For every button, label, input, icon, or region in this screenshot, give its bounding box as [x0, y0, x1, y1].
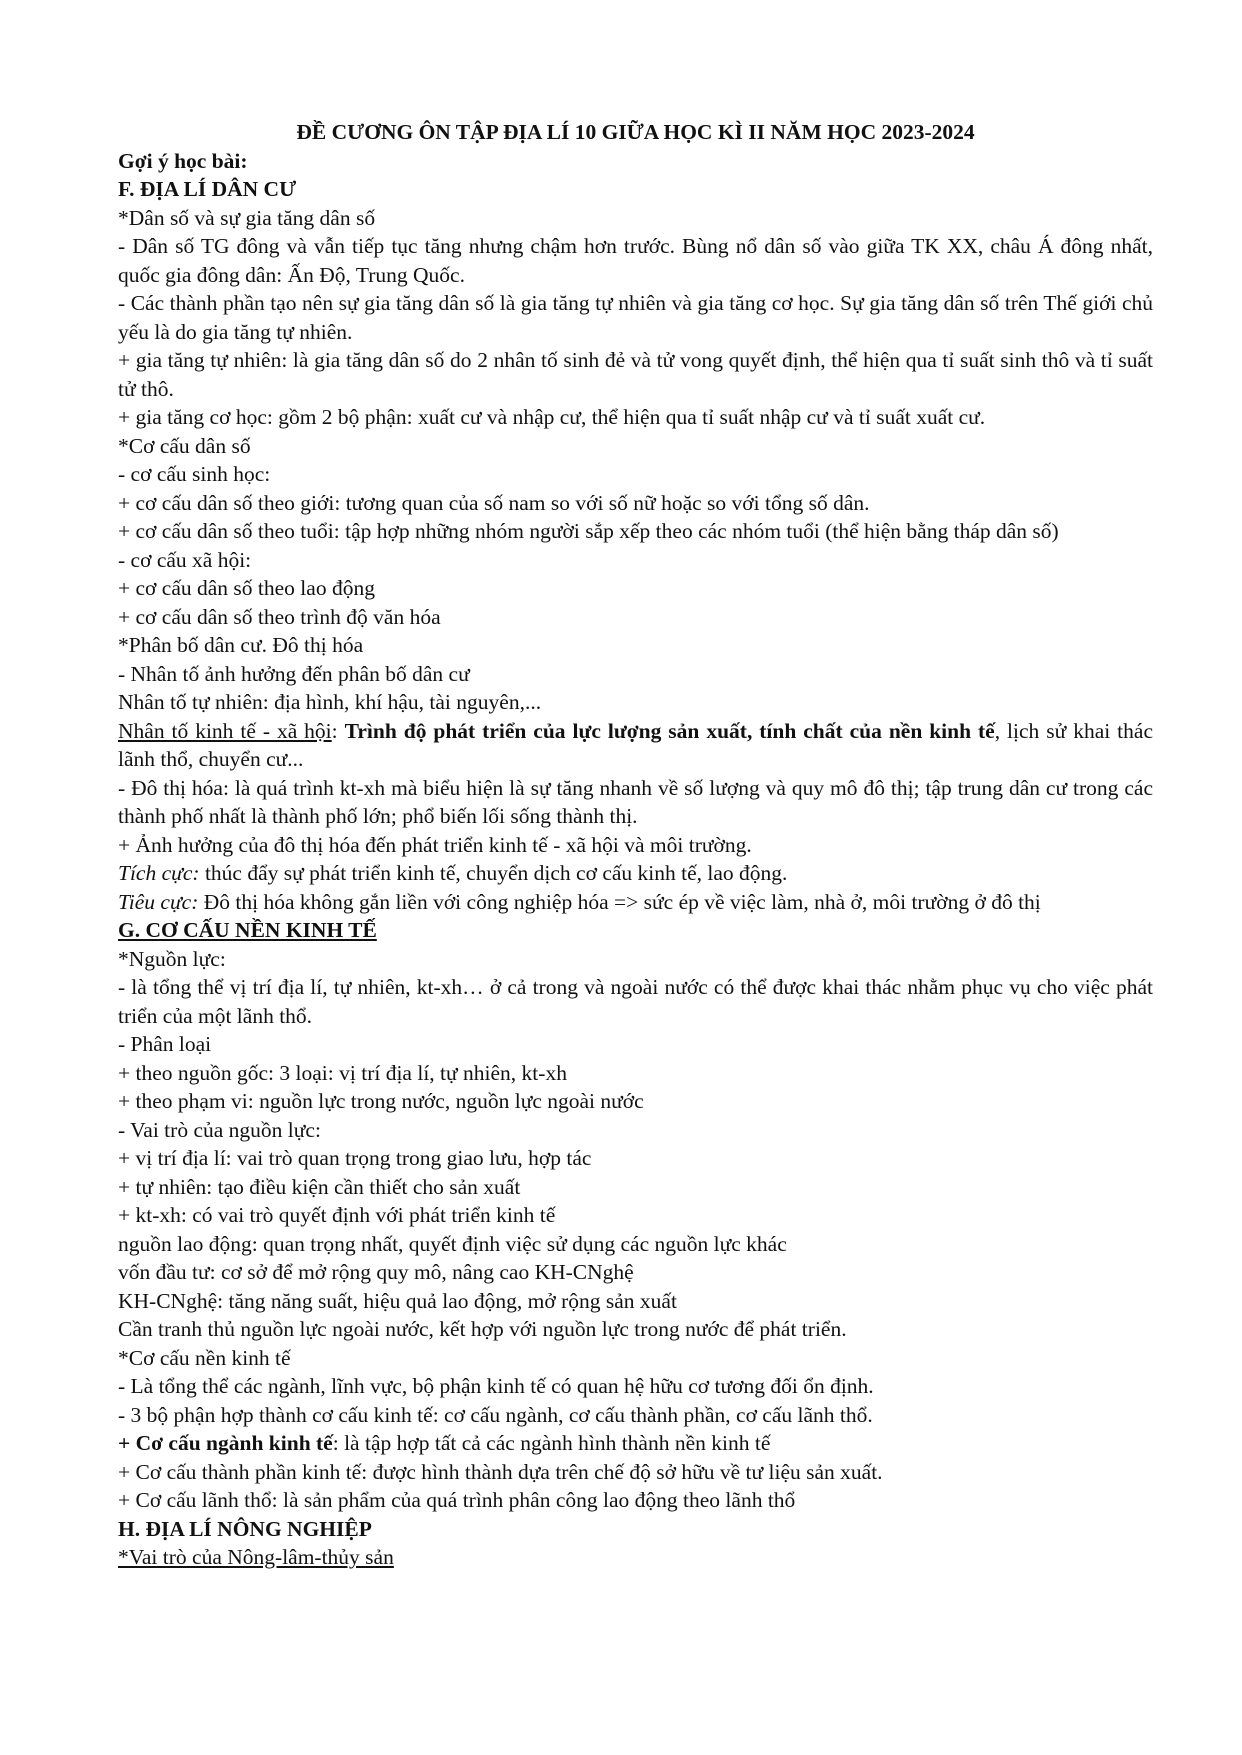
text-line: - cơ cấu xã hội:	[118, 547, 252, 572]
text-line: KH-CNghệ: tăng năng suất, hiệu quả lao động, mở rộng sản xuất	[118, 1288, 677, 1313]
underlined-term: Nhân tố kinh tế - xã hội	[118, 718, 332, 743]
text-line: + gia tăng tự nhiên: là gia tăng dân số do 2 nhân tố sinh đẻ và tử vong quyết định, thể hiện qua tỉ suất sinh thô và tỉ suất tử thô.	[118, 348, 1153, 401]
section-f-heading: F. ĐỊA LÍ DÂN CƯ	[118, 177, 297, 201]
text-line: + vị trí địa lí: vai trò quan trọng trong giao lưu, hợp tác	[118, 1146, 592, 1170]
text-line	[118, 1429, 1153, 1458]
text-line: + tự nhiên: tạo điều kiện cần thiết cho sản xuất	[118, 1174, 521, 1199]
italic-term: Tiêu cực:	[118, 889, 199, 914]
section-h-heading: H. ĐỊA LÍ NÔNG NGHIỆP	[118, 1516, 372, 1541]
text-line	[118, 717, 1153, 774]
text-line	[118, 859, 1153, 888]
text-line: Cần tranh thủ nguồn lực ngoài nước, kết hợp với nguồn lực trong nước để phát triển.	[118, 1317, 847, 1341]
text-rest: , lịch sử khai thác lãnh thổ, chuyển cư...	[118, 718, 1153, 771]
text-line: Nhân tố tự nhiên: địa hình, khí hậu, tài nguyên,...	[118, 690, 542, 714]
text-line: - Dân số TG đông và vẫn tiếp tục tăng nhưng chậm hơn trước. Bùng nổ dân số vào giữa TK XX, châu Á đông nhất, quốc gia đông dân: Ấn Độ, Trung Quốc.	[118, 234, 1153, 287]
document-body	[118, 118, 1153, 1572]
text-line: + Cơ cấu thành phần kinh tế: được hình thành dựa trên chế độ sở hữu về tư liệu sản xuất.	[118, 1459, 883, 1484]
colon: :	[331, 718, 345, 743]
text-line: + kt-xh: có vai trò quyết định với phát triển kinh tế	[118, 1203, 556, 1227]
text-rest: Đô thị hóa không gắn liền với công nghiệp hóa => sức ép về việc làm, nhà ở, môi trường ở đô thị	[198, 889, 1041, 914]
text-line: nguồn lao động: quan trọng nhất, quyết định việc sử dụng các nguồn lực khác	[118, 1231, 787, 1256]
bold-phrase: Trình độ phát triển của lực lượng sản xuất, tính chất của nền kinh tế	[344, 718, 995, 743]
text-line: *Cơ cấu nền kinh tế	[118, 1345, 291, 1370]
text-line: - Là tổng thể các ngành, lĩnh vực, bộ phận kinh tế có quan hệ hữu cơ tương đối ổn định.	[118, 1374, 874, 1398]
text-line: + cơ cấu dân số theo trình độ văn hóa	[118, 604, 441, 629]
text-rest: thúc đẩy sự phát triển kinh tế, chuyển dịch cơ cấu kinh tế, lao động.	[199, 861, 788, 885]
text-line: + cơ cấu dân số theo giới: tương quan của số nam so với số nữ hoặc so với tổng số dân.	[118, 490, 870, 515]
text-line: - Đô thị hóa: là quá trình kt-xh mà biểu hiện là sự tăng nhanh về số lượng và quy mô đô thị; tập trung dân cư trong các thành phố nhất là thành phố lớn; phổ biến lối sống thành thị.	[118, 775, 1153, 828]
text-line: - Phân loại	[118, 1032, 212, 1056]
text-line: *Dân số và sự gia tăng dân số	[118, 205, 376, 230]
text-line: + Cơ cấu lãnh thổ: là sản phẩm của quá trình phân công lao động theo lãnh thổ	[118, 1488, 796, 1512]
bold-phrase: + Cơ cấu ngành kinh tế	[118, 1431, 333, 1455]
text-line: + theo nguồn gốc: 3 loại: vị trí địa lí, tự nhiên, kt-xh	[118, 1060, 567, 1085]
document-title: ĐỀ CƯƠNG ÔN TẬP ĐỊA LÍ 10 GIỮA HỌC KÌ II NĂM HỌC 2023-2024	[296, 120, 975, 144]
text-line: *Phân bố dân cư. Đô thị hóa	[118, 633, 364, 657]
text-line: - Các thành phần tạo nên sự gia tăng dân số là gia tăng tự nhiên và gia tăng cơ học. Sự gia tăng dân số trên Thế giới chủ yếu là do gia tăng tự nhiên.	[118, 291, 1153, 344]
text-line: *Cơ cấu dân số	[118, 433, 251, 458]
text-line: vốn đầu tư: cơ sở để mở rộng quy mô, nâng cao KH-CNghệ	[118, 1260, 634, 1284]
text-line: - 3 bộ phận hợp thành cơ cấu kinh tế: cơ cấu ngành, cơ cấu thành phần, cơ cấu lãnh thổ.	[118, 1402, 873, 1427]
italic-term: Tích cực:	[118, 861, 200, 885]
text-line	[118, 888, 1153, 917]
text-line: - Nhân tố ảnh hưởng đến phân bố dân cư	[118, 661, 470, 686]
text-line: + cơ cấu dân số theo tuổi: tập hợp những nhóm người sắp xếp theo các nhóm tuổi (thể hiện bằng tháp dân số)	[118, 519, 1059, 543]
text-line: + theo phạm vi: nguồn lực trong nước, nguồn lực ngoài nước	[118, 1089, 644, 1113]
text-line: + Ảnh hưởng của đô thị hóa đến phát triển kinh tế - xã hội và môi trường.	[118, 832, 752, 857]
text-line: - là tổng thể vị trí địa lí, tự nhiên, kt-xh… ở cả trong và ngoài nước có thể được khai thác nhằm phục vụ cho việc phát triển của một lãnh thổ.	[118, 975, 1153, 1028]
text-rest: : là tập hợp tất cả các ngành hình thành nền kinh tế	[332, 1431, 771, 1455]
intro-label: Gợi ý học bài:	[118, 148, 248, 173]
text-line: *Vai trò của Nông-lâm-thủy sản	[118, 1545, 394, 1569]
text-line: *Nguồn lực:	[118, 946, 226, 971]
text-line: - Vai trò của nguồn lực:	[118, 1117, 321, 1142]
text-line: + cơ cấu dân số theo lao động	[118, 576, 375, 600]
section-g-heading: G. CƠ CẤU NỀN KINH TẾ	[118, 918, 377, 942]
text-line: + gia tăng cơ học: gồm 2 bộ phận: xuất cư và nhập cư, thể hiện qua tỉ suất nhập cư và tỉ suất xuất cư.	[118, 405, 986, 429]
text-line: - cơ cấu sinh học:	[118, 462, 271, 486]
